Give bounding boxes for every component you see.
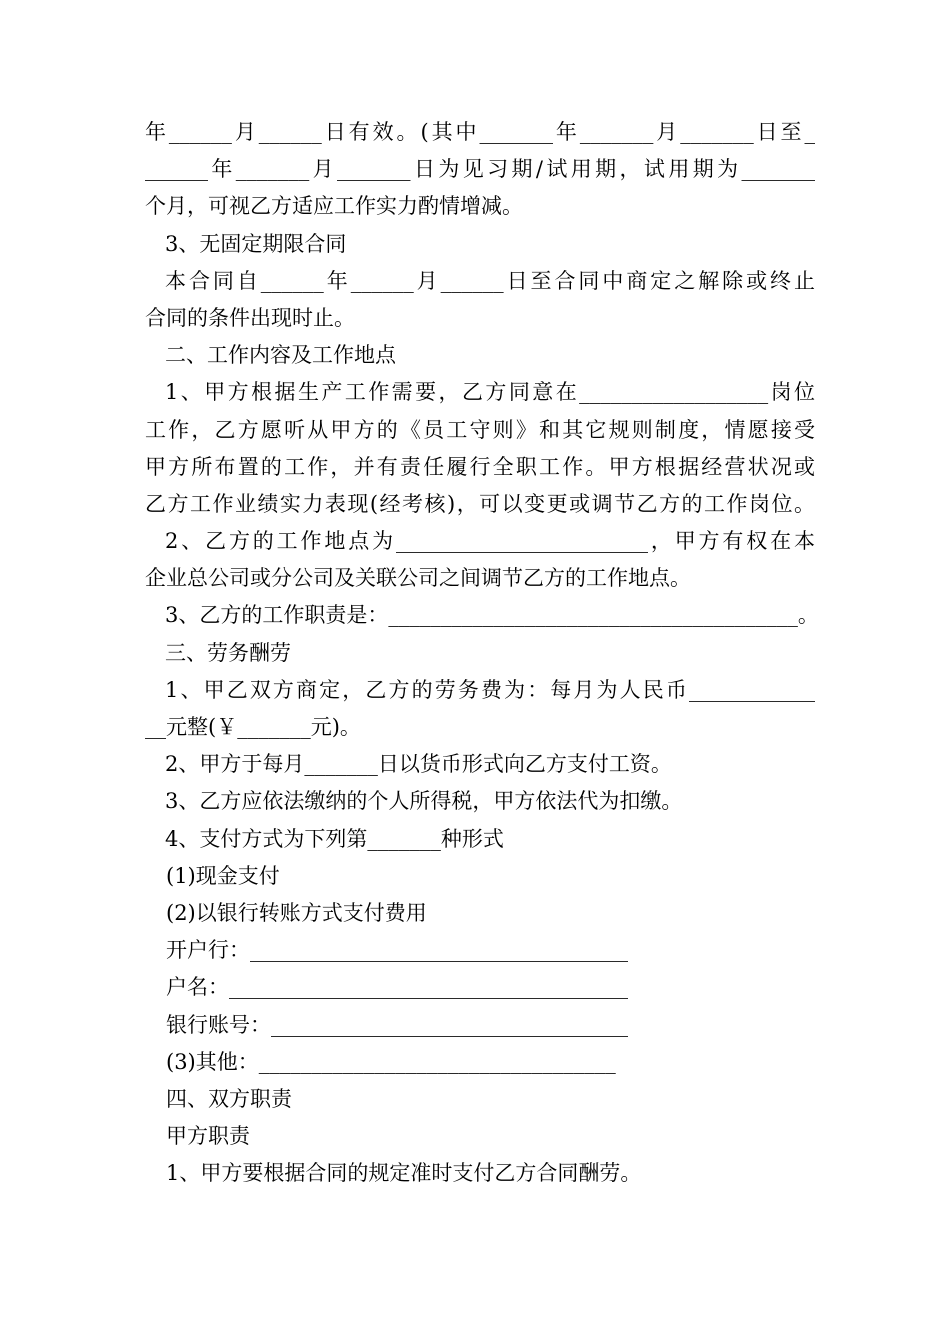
text-line: 本合同自______年______月______日至合同中商定之解除或终止: [165, 268, 815, 293]
text-line: 1、甲方要根据合同的规定准时支付乙方合同酬劳。: [166, 1161, 642, 1186]
subsection-heading: 甲方职责: [166, 1124, 250, 1149]
text-line: 2、乙方的工作地点为________________________，甲方有权在本: [165, 529, 815, 554]
account-number-field: 银行账号：__________________________________: [166, 1012, 628, 1037]
text-line: 3、乙方应依法缴纳的个人所得税，甲方依法代为扣缴。: [165, 789, 683, 814]
text-line: 1、甲乙双方商定，乙方的劳务费为：每月为人民币____________: [165, 677, 815, 702]
text-line: 3、乙方的工作职责是：_______________________________________。: [165, 603, 819, 628]
section-heading: 三、劳务酬劳: [165, 640, 291, 665]
text-line: 乙方工作业绩实力表现(经考核)，可以变更或调节乙方的工作岗位。: [145, 491, 815, 516]
text-line: 2、甲方于每月_______日以货币形式向乙方支付工资。: [165, 752, 672, 777]
section-heading: 四、双方职责: [166, 1086, 292, 1111]
text-line: 1、甲方根据生产工作需要，乙方同意在__________________岗位: [165, 380, 815, 405]
payment-option: (3)其他：__________________________________: [166, 1049, 616, 1074]
payment-option: (2)以银行转账方式支付费用: [166, 900, 427, 925]
text-line: 4、支付方式为下列第_______种形式: [165, 826, 504, 851]
bank-field: 开户行：____________________________________: [166, 938, 628, 963]
text-line: 年______月______日有效。(其中_______年_______月_______日至_: [145, 120, 815, 144]
text-line: 工作，乙方愿听从甲方的《员工守则》和其它规则制度，情愿接受: [145, 417, 815, 442]
text-line: 合同的条件出现时止。: [145, 305, 355, 330]
text-line: ______年_______月_______日为见习期/试用期，试用期为_______: [145, 157, 815, 182]
text-line: 企业总公司或分公司及关联公司之间调节乙方的工作地点。: [145, 566, 691, 591]
text-line: __元整(￥_______元)。: [145, 715, 361, 739]
section-heading: 3、无固定期限合同: [165, 231, 347, 256]
contract-body: [145, 114, 819, 1192]
text-line: 个月，可视乙方适应工作实力酌情增减。: [145, 194, 523, 219]
account-name-field: 户名：______________________________________: [166, 975, 628, 1000]
section-heading: 二、工作内容及工作地点: [165, 343, 396, 368]
payment-option: (1)现金支付: [166, 863, 280, 888]
text-line: 甲方所布置的工作，并有责任履行全职工作。甲方根据经营状况或: [145, 454, 815, 479]
